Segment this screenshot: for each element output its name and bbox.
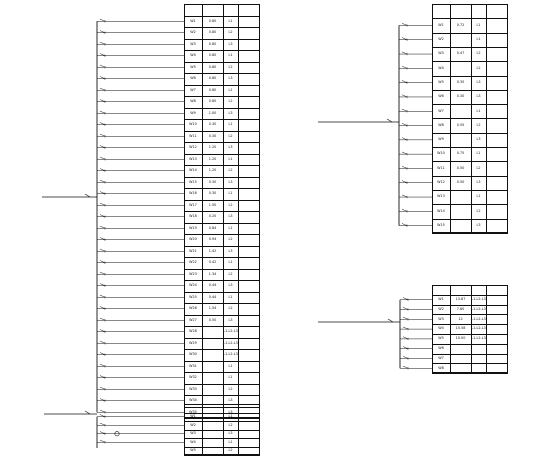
panel-d-cell-circuit: W3 xyxy=(190,431,196,436)
panel-b-breaker-W5 xyxy=(402,80,407,82)
panel-a-breaker-W12 xyxy=(100,146,105,148)
panel-a-cell-phase: L2 xyxy=(228,168,233,173)
panel-c-cell-power: 13.87 xyxy=(455,296,466,301)
panel-b-breaker-W12 xyxy=(402,181,407,183)
panel-a-breaker-W30 xyxy=(100,353,105,355)
panel-a-cell-phase: L2 xyxy=(228,30,233,35)
panel-c-cell-phase: L1-L2-L3 xyxy=(471,316,486,321)
panel-b-cell-power: 0.50 xyxy=(456,165,465,170)
panel-b-row-divider xyxy=(432,233,508,234)
panel-b-cell-power xyxy=(450,190,471,204)
panel-c-cell-power: 7.60 xyxy=(456,306,465,311)
panel-a-breaker-W9 xyxy=(100,111,105,113)
panel-a-cell-power: 0.30 xyxy=(208,191,217,196)
panel-c-cell-power: 10.00 xyxy=(455,336,466,341)
panel-a-cell-circuit: W12 xyxy=(189,145,197,150)
panel-a-cell-power xyxy=(202,372,223,384)
panel-a-cell-power xyxy=(202,338,223,350)
panel-b-cell-power: 0.72 xyxy=(456,22,465,27)
panel-a-incoming-switch xyxy=(85,194,90,197)
panel-b-cell-circuit: W5 xyxy=(438,79,444,84)
panel-a-cell-circuit: W10 xyxy=(189,122,197,127)
panel-c-incoming-switch xyxy=(388,319,393,322)
panel-a-cell-circuit: W15 xyxy=(189,179,197,184)
panel-c-header-cell xyxy=(432,285,450,295)
panel-d-breaker-W1 xyxy=(100,415,105,417)
panel-a-cell-power: 0.84 xyxy=(208,225,217,230)
panel-a-cell-power: 0.42 xyxy=(208,260,217,265)
panel-b-breaker-W11 xyxy=(402,166,407,168)
panel-b-cell-circuit: W6 xyxy=(438,94,444,99)
panel-a-cell-phase: L1 xyxy=(228,225,233,230)
panel-a-cell-circuit: W1 xyxy=(190,18,196,23)
panel-a-breaker-W5 xyxy=(100,65,105,67)
panel-a-cell-phase: L1 xyxy=(228,375,233,380)
panel-c-cell-phase: L1-L2-L3 xyxy=(471,296,486,301)
panel-a-cell-phase: L3 xyxy=(228,283,233,288)
panel-d-cell-circuit: W1 xyxy=(190,414,196,419)
panel-d-cell-phase: L1 xyxy=(228,414,233,419)
panel-c-breaker-W3 xyxy=(403,317,408,319)
panel-a-cell-phase: L3 xyxy=(228,110,233,115)
panel-c-breaker-W7 xyxy=(403,356,408,358)
panel-d-breaker-W3 xyxy=(100,432,105,434)
panel-b-cell-power xyxy=(450,104,471,118)
panel-a-breaker-W11 xyxy=(100,134,105,136)
panel-b-cell-circuit: W9 xyxy=(438,137,444,142)
panel-a-cell-power: 0.80 xyxy=(208,30,217,35)
panel-c-cell-phase: L1-L2-L3 xyxy=(471,306,486,311)
panel-a-cell-power: 0.94 xyxy=(208,237,217,242)
panel-b-cell-circuit: W10 xyxy=(437,151,445,156)
panel-b-cell-circuit: W11 xyxy=(437,165,445,170)
panel-b-header-cell xyxy=(432,4,450,18)
panel-a-cell-phase: L1 xyxy=(228,260,233,265)
panel-b-cell-circuit: W4 xyxy=(438,65,444,70)
panel-a-cell-phase: L3 xyxy=(228,145,233,150)
panel-b-cell-phase: L2 xyxy=(476,51,481,56)
panel-c-cell-power xyxy=(450,354,471,364)
panel-a-cell-power: 1.00 xyxy=(208,110,217,115)
panel-b-cell-phase: L3 xyxy=(476,137,481,142)
panel-a-cell-power xyxy=(202,326,223,338)
panel-a-cell-circuit: W29 xyxy=(189,340,197,345)
panel-a-header-cell xyxy=(184,4,202,16)
panel-d-header-cell xyxy=(223,404,238,413)
panel-b-cell-phase: L3 xyxy=(476,222,481,227)
panel-a-cell-power: 1.20 xyxy=(208,156,217,161)
panel-a-cell-power xyxy=(202,361,223,373)
panel-b-cell-phase: L3 xyxy=(476,180,481,185)
panel-c-cell-power: 15.58 xyxy=(455,326,466,331)
panel-a-cell-circuit: W16 xyxy=(189,191,197,196)
panel-a-cell-phase: L1 xyxy=(228,87,233,92)
panel-a-cell-power xyxy=(202,384,223,396)
panel-a-cell-circuit: W25 xyxy=(189,294,197,299)
panel-a-cell-circuit: W17 xyxy=(189,202,197,207)
panel-a-cell-circuit: W19 xyxy=(189,225,197,230)
panel-a-cell-power: 0.80 xyxy=(208,41,217,46)
panel-b-cell-phase: L2 xyxy=(476,165,481,170)
panel-a-cell-power: 0.80 xyxy=(208,18,217,23)
panel-a-breaker-W4 xyxy=(100,54,105,56)
panel-b-cell-circuit: W12 xyxy=(437,180,445,185)
panel-a-cell-circuit: W27 xyxy=(189,317,197,322)
panel-b-header-cell xyxy=(471,4,486,18)
panel-c-cell-phase xyxy=(471,363,486,373)
panel-a-cell-power: 0.80 xyxy=(208,99,217,104)
panel-a-breaker-W3 xyxy=(100,42,105,44)
panel-a-cell-power: 0.30 xyxy=(208,179,217,184)
panel-b-incoming-switch xyxy=(387,119,392,122)
panel-a-cell-circuit: W23 xyxy=(189,271,197,276)
panel-a-breaker-W2 xyxy=(100,31,105,33)
panel-c-cell-power xyxy=(450,363,471,373)
panel-a-cell-circuit: W28 xyxy=(189,329,197,334)
panel-b-cell-power: 0.75 xyxy=(456,151,465,156)
panel-a-cell-circuit: W34 xyxy=(189,398,197,403)
panel-b-cell-phase: L1 xyxy=(476,22,481,27)
panel-a-breaker-W8 xyxy=(100,100,105,102)
panel-b-cell-phase: L1 xyxy=(476,37,481,42)
panel-c-breaker-W5 xyxy=(403,337,408,339)
panel-a-cell-phase: L2 xyxy=(228,271,233,276)
panel-a-cell-phase: L3 xyxy=(228,248,233,253)
panel-a-cell-phase: L1-L2-L3 xyxy=(223,340,238,345)
panel-c-cell-power: 12 xyxy=(458,316,463,321)
panel-b-cell-power: 0.47 xyxy=(456,51,465,56)
panel-a-breaker-W15 xyxy=(100,180,105,182)
panel-d-incoming-switch xyxy=(85,411,90,414)
panel-c-breaker-W1 xyxy=(403,298,408,300)
panel-c-cell-phase: L1-L2-L3 xyxy=(471,336,486,341)
panel-c-cell-phase xyxy=(471,354,486,364)
panel-d-breaker-W2 xyxy=(100,423,105,425)
panel-b-breaker-W7 xyxy=(402,109,407,111)
panel-a-cell-phase: L1-L2-L3 xyxy=(223,329,238,334)
panel-b-breaker-W13 xyxy=(402,195,407,197)
panel-a-breaker-W18 xyxy=(100,215,105,217)
panel-b-cell-power: 0.30 xyxy=(456,94,465,99)
panel-b-cell-phase: L2 xyxy=(476,65,481,70)
panel-a-breaker-W24 xyxy=(100,284,105,286)
panel-a-breaker-W27 xyxy=(100,318,105,320)
panel-a-cell-phase: L3 xyxy=(228,317,233,322)
panel-a-cell-circuit: W9 xyxy=(190,110,196,115)
panel-a-breaker-W7 xyxy=(100,88,105,90)
panel-a-cell-power: 0.30 xyxy=(208,122,217,127)
panel-b-cell-circuit: W13 xyxy=(437,194,445,199)
panel-a-cell-phase: L1-L2-L3 xyxy=(223,352,238,357)
panel-a-breaker-W17 xyxy=(100,203,105,205)
panel-a-breaker-W26 xyxy=(100,307,105,309)
panel-a-cell-circuit: W30 xyxy=(189,352,197,357)
panel-b-breaker-W2 xyxy=(402,38,407,40)
panel-a-cell-circuit: W2 xyxy=(190,30,196,35)
panel-a-cell-power: 0.80 xyxy=(208,64,217,69)
panel-c-cell-circuit: W5 xyxy=(438,336,444,341)
panel-a-breaker-W23 xyxy=(100,272,105,274)
panel-a-cell-circuit: W13 xyxy=(189,156,197,161)
panel-a-cell-power xyxy=(202,349,223,361)
panel-a-cell-power: 0.50 xyxy=(208,317,217,322)
panel-a-cell-circuit: W6 xyxy=(190,76,196,81)
panel-a-cell-circuit: W5 xyxy=(190,64,196,69)
panel-a-cell-phase: L3 xyxy=(228,214,233,219)
panel-c-header-cell xyxy=(486,285,508,295)
panel-c-cell-circuit: W4 xyxy=(438,326,444,331)
panel-b-cell-power: 0.35 xyxy=(456,79,465,84)
panel-a-header-cell xyxy=(223,4,238,16)
panel-a-cell-phase: L1 xyxy=(228,294,233,299)
panel-b-cell-circuit: W2 xyxy=(438,37,444,42)
panel-a-cell-phase: L1 xyxy=(228,363,233,368)
panel-b-cell-phase: L2 xyxy=(476,122,481,127)
panel-c-column-divider xyxy=(486,285,487,373)
panel-a-breaker-W14 xyxy=(100,169,105,171)
panel-c-cell-power xyxy=(450,344,471,354)
panel-a-cell-phase: L1 xyxy=(228,53,233,58)
panel-a-cell-phase: L2 xyxy=(228,64,233,69)
panel-d-cell-circuit: W5 xyxy=(190,448,196,453)
panel-a-cell-circuit: W22 xyxy=(189,260,197,265)
panel-b-breaker-W1 xyxy=(402,23,407,25)
panel-a-cell-circuit: W20 xyxy=(189,237,197,242)
panel-b-cell-circuit: W1 xyxy=(438,22,444,27)
panel-b-cell-power xyxy=(450,61,471,75)
panel-a-breaker-W6 xyxy=(100,77,105,79)
panel-b-cell-power xyxy=(450,33,471,47)
panel-c-cell-circuit: W6 xyxy=(438,345,444,350)
panel-b-breaker-W15 xyxy=(402,223,407,225)
panel-d-cell-power xyxy=(202,430,223,439)
panel-a-header-cell xyxy=(202,4,223,16)
panel-b-cell-power xyxy=(450,219,471,233)
panel-a-breaker-W25 xyxy=(100,295,105,297)
panel-d-header-cell xyxy=(202,404,223,413)
panel-c-cell-circuit: W1 xyxy=(438,296,444,301)
panel-b-breaker-W10 xyxy=(402,152,407,154)
panel-c-header-cell xyxy=(450,285,471,295)
panel-a-cell-circuit: W18 xyxy=(189,214,197,219)
panel-b-breaker-W4 xyxy=(402,66,407,68)
panel-b-cell-power: 0.55 xyxy=(456,122,465,127)
panel-a-cell-phase: L2 xyxy=(228,202,233,207)
panel-a-breaker-W35 xyxy=(100,410,105,412)
panel-a-cell-phase: L1 xyxy=(228,122,233,127)
panel-b-header-cell xyxy=(486,4,508,18)
panel-a-header-cell xyxy=(238,4,260,16)
panel-c-cell-phase: L1-L2-L3 xyxy=(471,326,486,331)
panel-d-cell-phase: L2 xyxy=(228,448,233,453)
panel-a-cell-power: 1.20 xyxy=(208,145,217,150)
panel-d-cell-circuit: W4 xyxy=(190,439,196,444)
panel-b-breaker-W8 xyxy=(402,123,407,125)
panel-d-cell-power xyxy=(202,413,223,422)
panel-a-cell-circuit: W3 xyxy=(190,41,196,46)
panel-a-cell-circuit: W26 xyxy=(189,306,197,311)
panel-a-breaker-W22 xyxy=(100,261,105,263)
panel-b-cell-power: 0.50 xyxy=(456,180,465,185)
panel-b-cell-power xyxy=(450,133,471,147)
panel-a-cell-circuit: W21 xyxy=(189,248,197,253)
panel-c-cell-phase xyxy=(471,344,486,354)
panel-a-cell-circuit: W24 xyxy=(189,283,197,288)
panel-b-cell-power xyxy=(450,204,471,218)
panel-d-cell-power xyxy=(202,438,223,447)
panel-a-cell-power: 0.80 xyxy=(208,53,217,58)
panel-a-cell-circuit: W35 xyxy=(189,409,197,414)
panel-a-breaker-W34 xyxy=(100,399,105,401)
panel-b-breaker-W9 xyxy=(402,138,407,140)
panel-a-cell-phase: L2 xyxy=(228,386,233,391)
panel-b-cell-circuit: W8 xyxy=(438,122,444,127)
panel-c-breaker-W8 xyxy=(403,366,408,368)
panel-a-breaker-W33 xyxy=(100,387,105,389)
panel-a-cell-circuit: W11 xyxy=(189,133,197,138)
panel-a-cell-phase: L3 xyxy=(228,398,233,403)
panel-b-cell-circuit: W15 xyxy=(437,222,445,227)
panel-b-header-cell xyxy=(450,4,471,18)
panel-b-cell-phase: L2 xyxy=(476,208,481,213)
panel-b-cell-phase: L1 xyxy=(476,108,481,113)
panel-a-cell-phase: L3 xyxy=(228,41,233,46)
panel-a-breaker-W16 xyxy=(100,192,105,194)
panel-a-breaker-W19 xyxy=(100,226,105,228)
panel-a-cell-phase: L2 xyxy=(228,237,233,242)
panel-d-cell-phase: L1 xyxy=(228,439,233,444)
panel-a-cell-power: 0.44 xyxy=(208,294,217,299)
panel-b-breaker-W14 xyxy=(402,209,407,211)
panel-a-cell-power: 1.50 xyxy=(208,202,217,207)
panel-a-breaker-W31 xyxy=(100,364,105,366)
panel-a-cell-phase: L3 xyxy=(228,179,233,184)
panel-a-cell-power: 0.80 xyxy=(208,87,217,92)
panel-d-cell-phase: L3 xyxy=(228,431,233,436)
panel-c-breaker-W6 xyxy=(403,347,408,349)
panel-a-cell-circuit: W33 xyxy=(189,386,197,391)
panel-d-cell-phase: L2 xyxy=(228,422,233,427)
panel-a-breaker-W29 xyxy=(100,341,105,343)
panel-a-breaker-W13 xyxy=(100,157,105,159)
panel-d-header-cell xyxy=(184,404,202,413)
panel-c-breaker-W2 xyxy=(403,307,408,309)
panel-b-cell-circuit: W3 xyxy=(438,51,444,56)
panel-a-cell-power: 1.54 xyxy=(208,306,217,311)
panel-d-cell-circuit: W2 xyxy=(190,422,196,427)
panel-a-cell-phase: L3 xyxy=(228,409,233,414)
panel-a-cell-phase: L1 xyxy=(228,18,233,23)
panel-a-breaker-W10 xyxy=(100,123,105,125)
panel-a-cell-power: 0.80 xyxy=(208,76,217,81)
panel-b-breaker-W6 xyxy=(402,95,407,97)
panel-a-cell-circuit: W4 xyxy=(190,53,196,58)
panel-d-header-cell xyxy=(238,404,260,413)
panel-a-cell-phase: L2 xyxy=(228,99,233,104)
panel-a-cell-circuit: W8 xyxy=(190,99,196,104)
panel-a-cell-phase: L2 xyxy=(228,306,233,311)
panel-b-cell-phase: L1 xyxy=(476,194,481,199)
panel-a-breaker-W21 xyxy=(100,249,105,251)
panel-a-cell-circuit: W32 xyxy=(189,375,197,380)
panel-a-cell-power: 0.20 xyxy=(208,214,217,219)
panel-a-cell-power: 0.44 xyxy=(208,283,217,288)
panel-b-cell-phase: L1 xyxy=(476,151,481,156)
panel-a-cell-phase: L1 xyxy=(228,191,233,196)
panel-c-header-cell xyxy=(471,285,486,295)
panel-a-cell-power: 1.34 xyxy=(208,271,217,276)
panel-d-cell-power xyxy=(202,421,223,430)
panel-c-cell-circuit: W2 xyxy=(438,306,444,311)
panel-a-cell-power: 0.30 xyxy=(208,133,217,138)
panel-a-cell-power: 1.20 xyxy=(208,168,217,173)
panel-c-breaker-W4 xyxy=(403,327,408,329)
panel-a-breaker-W32 xyxy=(100,376,105,378)
panel-b-breaker-W3 xyxy=(402,52,407,54)
panel-b-cell-circuit: W14 xyxy=(437,208,445,213)
panel-b-cell-phase: L3 xyxy=(476,94,481,99)
panel-a-cell-circuit: W31 xyxy=(189,363,197,368)
panel-a-breaker-W20 xyxy=(100,238,105,240)
panel-a-breaker-W1 xyxy=(100,19,105,21)
panel-a-cell-phase: L2 xyxy=(228,133,233,138)
panel-a-cell-circuit: W7 xyxy=(190,87,196,92)
panel-a-cell-phase: L3 xyxy=(228,76,233,81)
panel-a-cell-circuit: W14 xyxy=(189,168,197,173)
panel-a-cell-power: 1.42 xyxy=(208,248,217,253)
panel-c-cell-circuit: W3 xyxy=(438,316,444,321)
panel-b-cell-phase: L3 xyxy=(476,79,481,84)
panel-b-cell-circuit: W7 xyxy=(438,108,444,113)
panel-d-breaker-W4 xyxy=(100,440,105,442)
panel-a-breaker-W28 xyxy=(100,330,105,332)
panel-c-cell-circuit: W7 xyxy=(438,355,444,360)
panel-a-cell-phase: L1 xyxy=(228,156,233,161)
panel-c-cell-circuit: W8 xyxy=(438,365,444,370)
panel-c-row-divider xyxy=(432,373,508,374)
